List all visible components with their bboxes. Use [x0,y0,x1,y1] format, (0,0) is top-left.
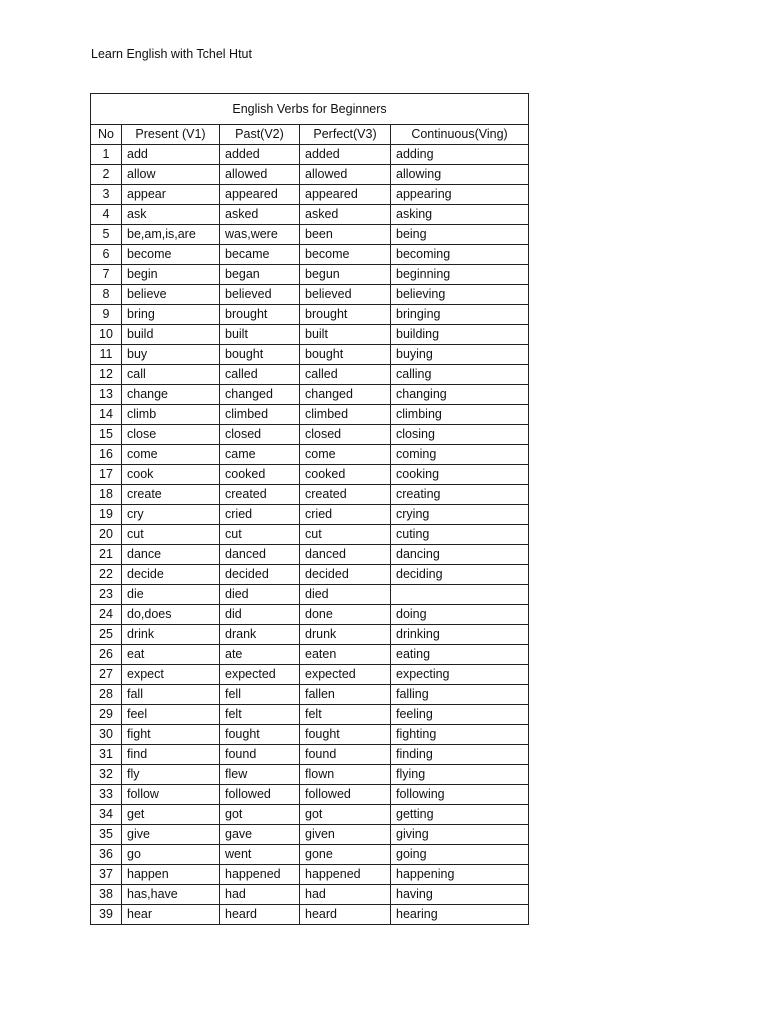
cell-perfect: danced [300,545,391,565]
cell-perfect: bought [300,345,391,365]
table-row [91,185,529,205]
cell-no: 16 [91,445,122,465]
cell-present: has,have [122,885,220,905]
cell-continuous: getting [391,805,529,825]
cell-past: had [220,885,300,905]
table-row [91,365,529,385]
cell-past: fought [220,725,300,745]
cell-perfect: followed [300,785,391,805]
cell-perfect: got [300,805,391,825]
cell-perfect: been [300,225,391,245]
cell-continuous: crying [391,505,529,525]
cell-present: find [122,745,220,765]
column-header-row [91,125,529,145]
cell-continuous: buying [391,345,529,365]
cell-no: 23 [91,585,122,605]
table-row [91,425,529,445]
cell-past: climbed [220,405,300,425]
cell-continuous: flying [391,765,529,785]
cell-past: drank [220,625,300,645]
cell-past: changed [220,385,300,405]
cell-no: 3 [91,185,122,205]
cell-present: dance [122,545,220,565]
cell-continuous: allowing [391,165,529,185]
cell-present: cut [122,525,220,545]
cell-present: get [122,805,220,825]
cell-no: 27 [91,665,122,685]
cell-present: feel [122,705,220,725]
cell-perfect: drunk [300,625,391,645]
cell-no: 28 [91,685,122,705]
cell-continuous: being [391,225,529,245]
cell-no: 1 [91,145,122,165]
cell-past: became [220,245,300,265]
cell-no: 6 [91,245,122,265]
cell-present: hear [122,905,220,925]
cell-perfect: given [300,825,391,845]
cell-present: build [122,325,220,345]
cell-past: asked [220,205,300,225]
cell-past: called [220,365,300,385]
cell-no: 8 [91,285,122,305]
table-row [91,525,529,545]
cell-no: 34 [91,805,122,825]
cell-continuous: feeling [391,705,529,725]
cell-past: closed [220,425,300,445]
cell-present: happen [122,865,220,885]
cell-present: change [122,385,220,405]
table-row [91,545,529,565]
cell-present: bring [122,305,220,325]
cell-no: 9 [91,305,122,325]
cell-perfect: climbed [300,405,391,425]
cell-perfect: expected [300,665,391,685]
cell-past: cut [220,525,300,545]
cell-present: appear [122,185,220,205]
cell-no: 4 [91,205,122,225]
cell-present: climb [122,405,220,425]
table-row [91,865,529,885]
cell-perfect: eaten [300,645,391,665]
cell-no: 21 [91,545,122,565]
cell-continuous: fighting [391,725,529,745]
table-row [91,305,529,325]
table-row [91,225,529,245]
cell-present: cry [122,505,220,525]
cell-present: buy [122,345,220,365]
table-row [91,385,529,405]
cell-continuous: finding [391,745,529,765]
cell-perfect: decided [300,565,391,585]
cell-continuous: giving [391,825,529,845]
cell-no: 38 [91,885,122,905]
cell-continuous: closing [391,425,529,445]
cell-perfect: changed [300,385,391,405]
cell-past: decided [220,565,300,585]
table-row [91,565,529,585]
cell-no: 25 [91,625,122,645]
cell-continuous: bringing [391,305,529,325]
cell-no: 10 [91,325,122,345]
cell-continuous: expecting [391,665,529,685]
cell-continuous: asking [391,205,529,225]
cell-past: brought [220,305,300,325]
cell-no: 31 [91,745,122,765]
cell-continuous: creating [391,485,529,505]
cell-no: 29 [91,705,122,725]
cell-present: call [122,365,220,385]
table-row [91,405,529,425]
cell-continuous: calling [391,365,529,385]
cell-past: heard [220,905,300,925]
table-row [91,605,529,625]
cell-past: created [220,485,300,505]
table-row [91,325,529,345]
cell-present: close [122,425,220,445]
cell-continuous: coming [391,445,529,465]
cell-past: bought [220,345,300,365]
cell-no: 2 [91,165,122,185]
cell-no: 15 [91,425,122,445]
cell-perfect: asked [300,205,391,225]
cell-perfect: cut [300,525,391,545]
table-row [91,885,529,905]
cell-past: danced [220,545,300,565]
cell-perfect: become [300,245,391,265]
cell-present: add [122,145,220,165]
table-row [91,785,529,805]
cell-perfect: heard [300,905,391,925]
cell-past: found [220,745,300,765]
cell-present: come [122,445,220,465]
cell-past: added [220,145,300,165]
cell-present: be,am,is,are [122,225,220,245]
cell-past: died [220,585,300,605]
cell-past: expected [220,665,300,685]
cell-perfect: felt [300,705,391,725]
cell-continuous: following [391,785,529,805]
document-header: Learn English with Tchel Htut [91,47,252,61]
cell-past: allowed [220,165,300,185]
cell-present: create [122,485,220,505]
cell-present: fly [122,765,220,785]
cell-past: was,were [220,225,300,245]
cell-past: began [220,265,300,285]
cell-continuous: beginning [391,265,529,285]
cell-present: decide [122,565,220,585]
cell-past: believed [220,285,300,305]
cell-present: ask [122,205,220,225]
cell-present: fall [122,685,220,705]
cell-past: ate [220,645,300,665]
cell-no: 37 [91,865,122,885]
cell-perfect: closed [300,425,391,445]
cell-continuous: doing [391,605,529,625]
cell-no: 20 [91,525,122,545]
cell-no: 36 [91,845,122,865]
table-title: English Verbs for Beginners [91,94,529,125]
table-row [91,465,529,485]
cell-perfect: fought [300,725,391,745]
cell-continuous: becoming [391,245,529,265]
table-row [91,485,529,505]
cell-no: 7 [91,265,122,285]
cell-continuous: eating [391,645,529,665]
table-row [91,905,529,925]
cell-past: did [220,605,300,625]
table-row [91,145,529,165]
cell-no: 12 [91,365,122,385]
cell-perfect: called [300,365,391,385]
table-row [91,285,529,305]
cell-continuous: believing [391,285,529,305]
table-row [91,705,529,725]
cell-past: built [220,325,300,345]
cell-past: appeared [220,185,300,205]
table-row [91,345,529,365]
cell-perfect: found [300,745,391,765]
cell-perfect: created [300,485,391,505]
cell-continuous: dancing [391,545,529,565]
table-row [91,745,529,765]
cell-perfect: fallen [300,685,391,705]
table-row [91,445,529,465]
cell-continuous: appearing [391,185,529,205]
cell-no: 32 [91,765,122,785]
cell-present: go [122,845,220,865]
table-row [91,625,529,645]
cell-continuous: cooking [391,465,529,485]
cell-past: got [220,805,300,825]
column-header-continuous: Continuous(Ving) [391,125,529,145]
cell-present: follow [122,785,220,805]
cell-present: become [122,245,220,265]
cell-past: felt [220,705,300,725]
column-header-perfect: Perfect(V3) [300,125,391,145]
cell-no: 18 [91,485,122,505]
cell-present: cook [122,465,220,485]
cell-continuous: going [391,845,529,865]
cell-past: happened [220,865,300,885]
cell-perfect: flown [300,765,391,785]
cell-continuous: having [391,885,529,905]
table-row [91,665,529,685]
cell-present: expect [122,665,220,685]
cell-continuous: hearing [391,905,529,925]
cell-continuous: changing [391,385,529,405]
cell-continuous: deciding [391,565,529,585]
cell-perfect: happened [300,865,391,885]
cell-perfect: gone [300,845,391,865]
cell-past: followed [220,785,300,805]
cell-continuous: happening [391,865,529,885]
table-row [91,725,529,745]
table-row [91,265,529,285]
cell-present: fight [122,725,220,745]
cell-continuous: falling [391,685,529,705]
cell-present: believe [122,285,220,305]
table-row [91,245,529,265]
cell-perfect: cried [300,505,391,525]
cell-perfect: appeared [300,185,391,205]
cell-present: do,does [122,605,220,625]
cell-continuous [391,585,529,605]
cell-past: fell [220,685,300,705]
cell-present: eat [122,645,220,665]
cell-no: 17 [91,465,122,485]
cell-perfect: allowed [300,165,391,185]
cell-present: drink [122,625,220,645]
cell-continuous: adding [391,145,529,165]
cell-present: give [122,825,220,845]
cell-past: came [220,445,300,465]
cell-continuous: drinking [391,625,529,645]
cell-past: cried [220,505,300,525]
cell-no: 24 [91,605,122,625]
table-row [91,585,529,605]
cell-continuous: climbing [391,405,529,425]
table-row [91,165,529,185]
cell-no: 30 [91,725,122,745]
cell-past: went [220,845,300,865]
cell-no: 35 [91,825,122,845]
table-row [91,825,529,845]
table-row [91,765,529,785]
table-row [91,805,529,825]
cell-no: 13 [91,385,122,405]
cell-continuous: cuting [391,525,529,545]
cell-no: 22 [91,565,122,585]
table-row [91,645,529,665]
cell-past: cooked [220,465,300,485]
cell-perfect: cooked [300,465,391,485]
cell-perfect: had [300,885,391,905]
cell-past: gave [220,825,300,845]
cell-perfect: begun [300,265,391,285]
cell-perfect: come [300,445,391,465]
verbs-table [90,93,529,925]
cell-perfect: believed [300,285,391,305]
column-header-present: Present (V1) [122,125,220,145]
column-header-no: No [91,125,122,145]
cell-no: 14 [91,405,122,425]
cell-perfect: died [300,585,391,605]
cell-no: 39 [91,905,122,925]
cell-past: flew [220,765,300,785]
table-row [91,505,529,525]
cell-no: 33 [91,785,122,805]
cell-no: 11 [91,345,122,365]
cell-present: allow [122,165,220,185]
cell-continuous: building [391,325,529,345]
cell-perfect: built [300,325,391,345]
table-row [91,685,529,705]
table-title-row [91,94,529,125]
cell-no: 26 [91,645,122,665]
cell-perfect: done [300,605,391,625]
table-row [91,845,529,865]
cell-no: 5 [91,225,122,245]
cell-perfect: brought [300,305,391,325]
cell-present: die [122,585,220,605]
cell-no: 19 [91,505,122,525]
cell-perfect: added [300,145,391,165]
cell-present: begin [122,265,220,285]
table-row [91,205,529,225]
column-header-past: Past(V2) [220,125,300,145]
